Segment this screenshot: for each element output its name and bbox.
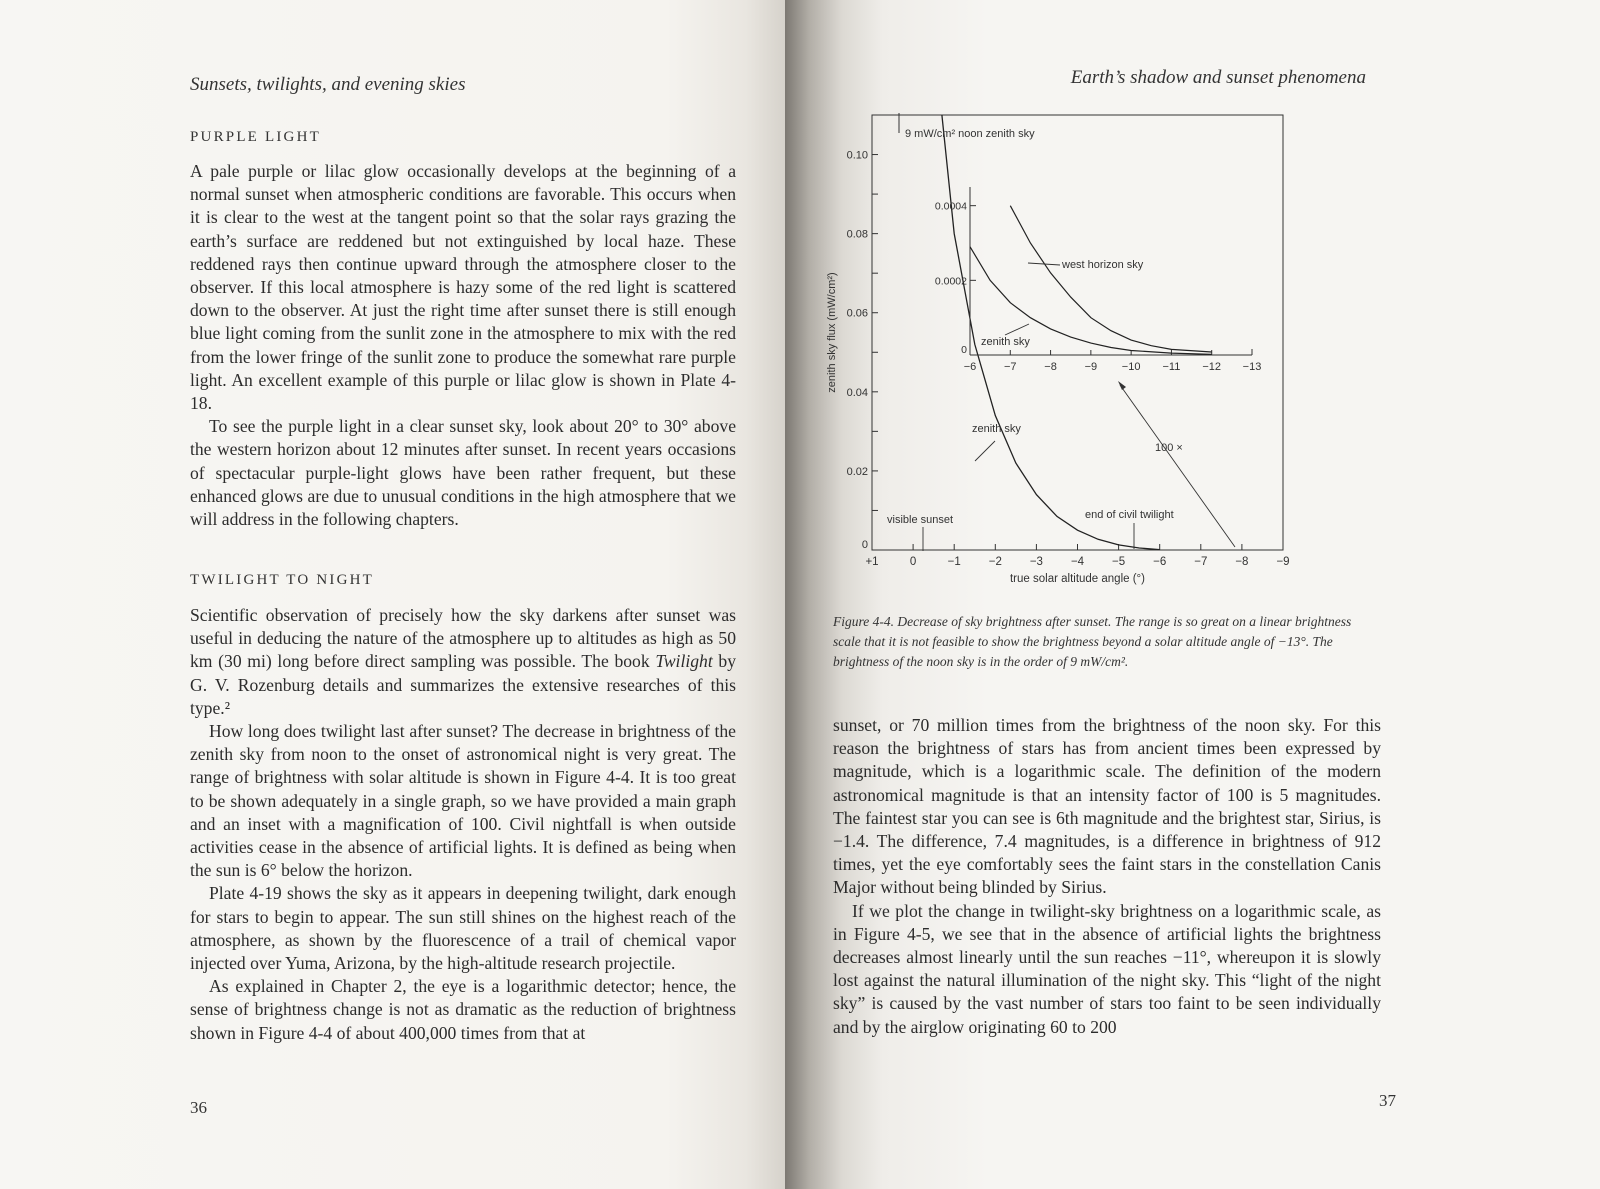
section-heading-twilight: TWILIGHT TO NIGHT: [190, 572, 375, 588]
x-tick-label: −4: [1070, 556, 1085, 568]
inset-x-tick-label: −10: [1121, 361, 1141, 373]
page-number-right: 37: [1379, 1091, 1396, 1110]
noon-label: 9 mW/cm² noon zenith sky: [905, 128, 1035, 140]
inset-x-tick-label: −11: [1162, 361, 1181, 373]
left-page: [0, 0, 785, 1189]
zenith-sky-label: zenith sky: [972, 423, 1021, 435]
page-number-left: 36: [190, 1098, 207, 1117]
inset-x-tick-label: −7: [1004, 361, 1017, 373]
x-tick-label: −6: [1153, 556, 1167, 568]
inset-x-tick-label: −9: [1084, 361, 1098, 373]
leader-line: [975, 441, 995, 461]
paragraph: A pale purple or lilac glow occasionally develops at the beginning of a normal sunset when atmospheric conditions are favorable. This occurs when it is clear to the west at the tangent point so that the solar rays grazing the earth’s surface are reddened but not extinguished by local haze. These reddened rays then continue upward through the atmosphere closer to the observer. If this local atmosphere is hazy some of the red light is scattered down to the observer. At just the right time after sunset there is still enough blue light coming from the sunlit zone in the atmosphere to mix with the red from the lower fringe of the sunlit zone to produce the somewhat rare purple light. An excellent example of this purple or lilac glow is shown in Plate 4-18.: [190, 161, 736, 414]
right-body: [833, 714, 1381, 1039]
inset-y-tick-label: 0.0002: [934, 275, 967, 288]
y-tick-label: 0.04: [846, 386, 868, 399]
x-tick-label: −1: [947, 556, 961, 568]
inset-x-tick-label: −8: [1044, 361, 1057, 373]
section-heading-purple-light: PURPLE LIGHT: [190, 129, 321, 145]
inset-x-tick-label: −13: [1242, 361, 1262, 373]
paragraph: As explained in Chapter 2, the eye is a logarithmic detector; hence, the sense of brightness change is not as dramatic as the reduction of brightness shown in Figure 4-4 of about 400,000 times from that at: [190, 976, 736, 1043]
y-tick-label: 0.06: [846, 307, 868, 320]
inset-y-tick-label: 0: [961, 344, 967, 356]
series-line-zenith-sky: [942, 115, 1160, 550]
arrow-head: [1118, 381, 1126, 390]
inset-series-west-horizon-sky: [1010, 206, 1211, 352]
y-tick-label: 0: [861, 539, 868, 551]
x-tick-label: −2: [988, 556, 1002, 568]
x-tick-label: +1: [865, 556, 879, 568]
paragraph: Plate 4-19 shows the sky as it appears in deepening twilight, dark enough for stars to begin to appear. The sun still shines on the highest reach of the atmosphere, as shown by the fluorescence of a trail of chemical vapor injected over Yuma, Arizona, by the high-altitude research projectile.: [190, 883, 736, 974]
visible-sunset-label: visible sunset: [887, 514, 954, 526]
paragraph-text: Scientific observation of precisely how the sky darkens after sunset was useful in deducing the nature of the atmosphere up to altitudes as high as 50 km (30 mi) long before direct sampling was possible. The book: [190, 605, 736, 672]
plot-frame: [872, 115, 1283, 550]
inset-label-west-horizon-sky: west horizon sky: [1062, 259, 1144, 271]
inset-label-zenith-sky: zenith sky: [981, 336, 1030, 348]
paragraph: To see the purple light in a clear sunset sky, look about 20° to 30° above the western horizon about 12 minutes after sunset. In recent years occasions of spectacular purple-light glows have been rather frequent, but these enhanced glows are due to unusual conditions in the high atmosphere that we will address in the following chapters.: [190, 416, 736, 530]
leader-line: [1005, 324, 1029, 335]
x-axis-label: true solar altitude angle (°): [1009, 573, 1146, 585]
paragraph-text: by G. V. Rozenburg details and summarizes the extensive researches of this type.²: [190, 651, 736, 718]
paragraph: [190, 604, 736, 720]
x-tick-label: −7: [1194, 556, 1208, 568]
paragraph: sunset, or 70 million times from the brightness of the noon sky. For this reason the brightness of stars has from ancient times been expressed by magnitude, which is a logarithmic scale. The definition of the modern astronomical magnitude is that an intensity factor of 100 is 5 magnitudes. The faintest star you can see is 6th magnitude and the brightest star, Sirius, is −1.4. The difference, 7.4 magnitudes, is a difference in brightness of 912 times, yet the eye comfortably sees the faint stars in the constellation Canis Major without being blinded by Sirius.: [833, 715, 1381, 898]
inset-y-tick-label: 0.0004: [934, 200, 967, 213]
paragraph: How long does twilight last after sunset? The decrease in brightness of the zenith sky from noon to the onset of astronomical night is very great. The range of brightness with solar altitude is shown in Figure 4-4. It is too great to be shown adequately in a single graph, so we have provided a main graph and an inset with a magnification of 100. Civil nightfall is when outside activities cease in the absence of artificial lights. It is defined as being when the sun is 6° below the horizon.: [190, 721, 736, 881]
x-tick-label: −3: [1029, 556, 1043, 568]
running-head-right: Earth’s shadow and sunset phenomena: [1070, 67, 1366, 88]
main-plot: [942, 115, 1160, 550]
y-tick-label: 0.08: [846, 228, 868, 241]
inset-x-tick-label: −6: [963, 361, 977, 373]
paragraph: If we plot the change in twilight-sky brightness on a logarithmic scale, as in Figure 4-5, we see that in the absence of artificial lights the brightness decreases almost linearly until the sun reaches −11°, whereupon it is slowly lost against the natural illumination of the night sky. This “light of the night sky” is caused by the vast number of stars too faint to be seen individually and by the airglow originating 60 to 200: [833, 900, 1381, 1037]
magnification-leader: [1120, 385, 1235, 547]
figure-caption: Figure 4-4. Decrease of sky brightness after sunset. The range is so great on a linear brightness scale that it is not feasible to show the brightness beyond a solar altitude angle of −13°. The brightness of the noon sky is in the order of 9 mW/cm².: [833, 614, 1352, 669]
end-civil-twilight-label: end of civil twilight: [1085, 509, 1174, 521]
purple-light-body: [190, 160, 736, 531]
x-tick-label: 0: [909, 556, 917, 568]
annotations: [887, 113, 1235, 551]
magnification-label: 100 ×: [1155, 442, 1183, 454]
inset-chart: [935, 187, 1261, 373]
figure-4-4-chart: [825, 105, 1305, 605]
y-axis-label: zenith sky flux (mW/cm²): [826, 272, 838, 393]
y-tick-label: 0.02: [846, 465, 868, 478]
inset-x-tick-label: −12: [1202, 361, 1222, 373]
x-tick-label: −5: [1112, 556, 1126, 568]
right-page: [785, 0, 1600, 1189]
twilight-body: [190, 604, 736, 1045]
running-head-left: Sunsets, twilights, and evening skies: [190, 74, 466, 95]
y-tick-label: 0.10: [846, 149, 868, 162]
x-tick-label: −9: [1276, 556, 1290, 568]
book-title: Twilight: [655, 651, 713, 672]
x-tick-label: −8: [1235, 556, 1249, 568]
